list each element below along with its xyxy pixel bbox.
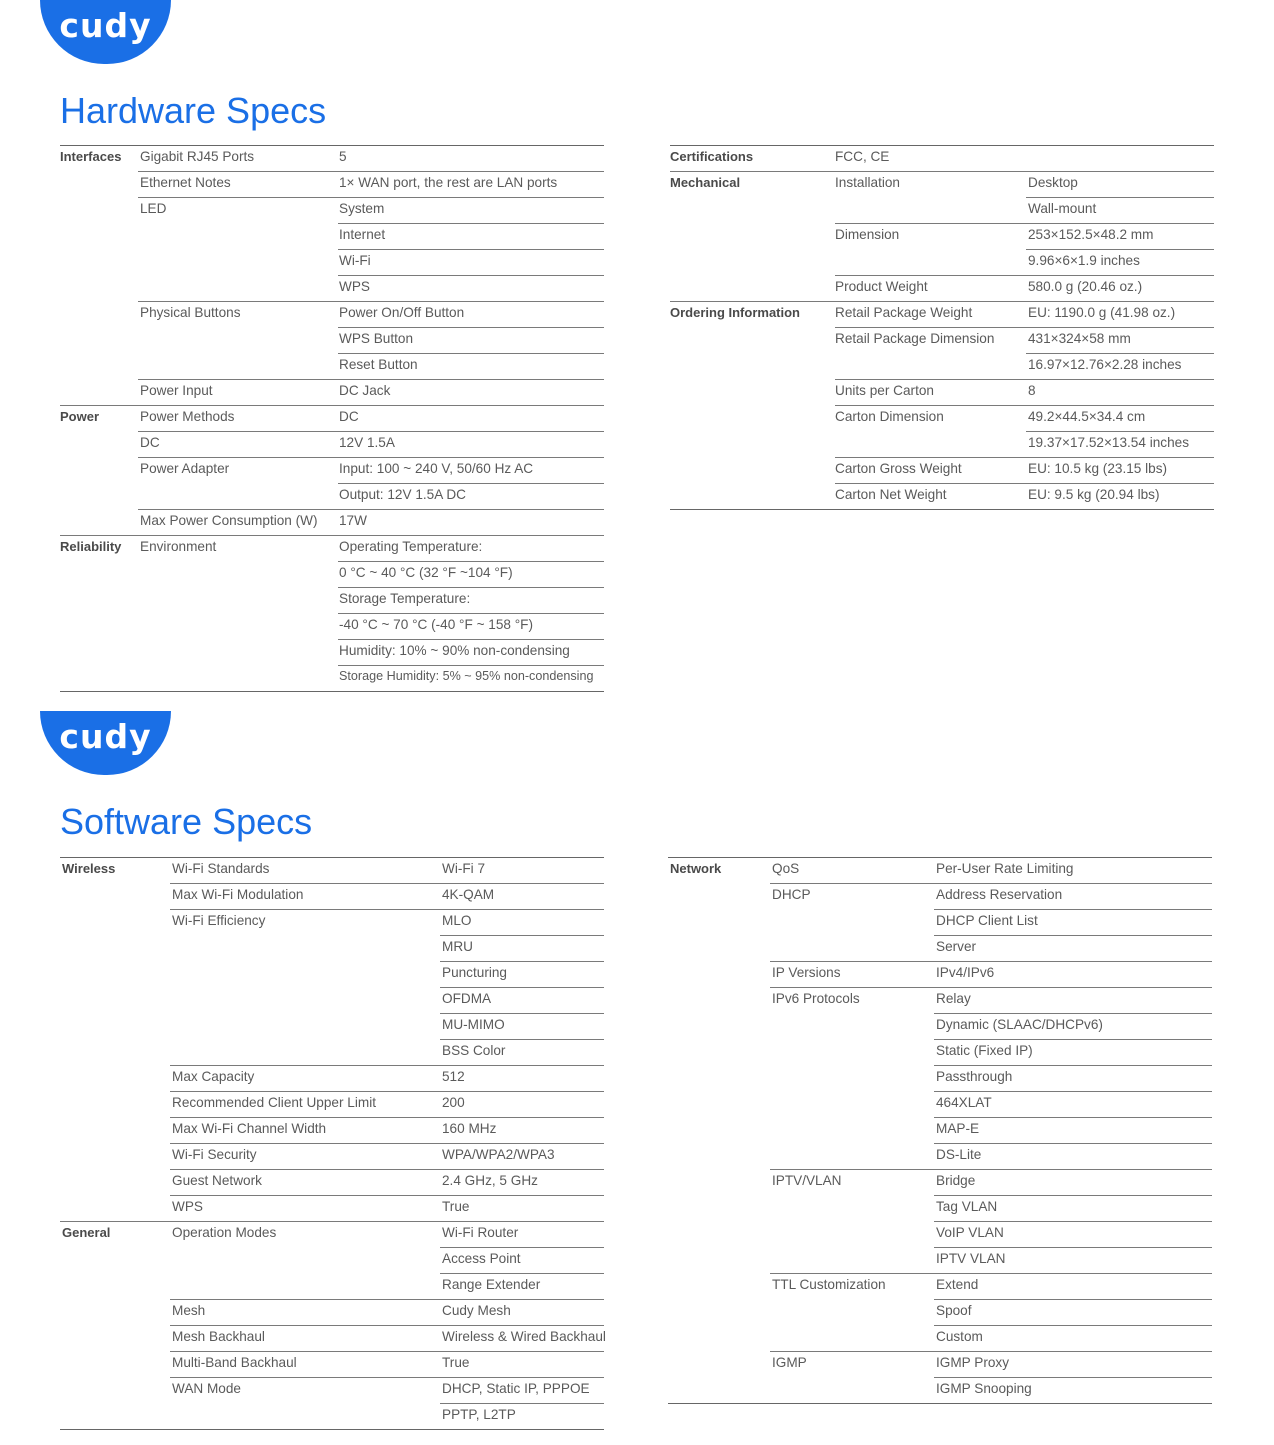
spec-value: Wi-Fi 7 [442,861,486,876]
spec-label: Recommended Client Upper Limit [172,1095,376,1110]
spec-value: Extend [936,1277,979,1292]
software-table-right [668,857,1212,1407]
spec-value: Address Reservation [936,887,1063,902]
spec-value: 160 MHz [442,1121,497,1136]
spec-row [668,857,1212,883]
spec-value: VoIP VLAN [936,1225,1004,1240]
spec-row [60,935,614,961]
hardware-table-right [670,145,1214,515]
spec-row [60,1039,614,1065]
spec-category: Certifications [670,149,754,164]
spec-value: Bridge [936,1173,976,1188]
table-bottom-rule [60,691,604,692]
spec-value: MU-MIMO [442,1017,505,1032]
spec-label: Carton Dimension [835,409,944,424]
spec-label: Carton Net Weight [835,487,947,502]
spec-row [60,857,614,883]
software-table-left [60,857,614,1427]
spec-label: Wi-Fi Security [172,1147,257,1162]
spec-row [670,353,1214,379]
spec-value: Server [936,939,977,954]
spec-row [60,509,604,535]
spec-row [668,1169,1212,1195]
spec-row [60,961,614,987]
software-title: Software Specs [60,801,313,842]
spec-category: Interfaces [60,149,122,164]
spec-value: 49.2×44.5×34.4 cm [1028,409,1146,424]
spec-row [60,275,604,301]
spec-row [60,1273,614,1299]
spec-value: IPv4/IPv6 [936,965,995,980]
spec-label: Dimension [835,227,900,242]
spec-value: True [442,1199,470,1214]
spec-row [60,353,604,379]
spec-value: Range Extender [442,1277,541,1292]
table-bottom-rule [670,509,1214,510]
spec-value: Tag VLAN [936,1199,998,1214]
spec-row [668,987,1212,1013]
spec-value: DC [339,409,359,424]
spec-value: IGMP Snooping [936,1381,1032,1396]
spec-value: Spoof [936,1303,972,1318]
spec-label: Mesh Backhaul [172,1329,265,1344]
spec-value: DHCP, Static IP, PPPOE [442,1381,590,1396]
spec-value: 464XLAT [936,1095,992,1110]
spec-row [668,935,1212,961]
spec-value: Relay [936,991,971,1006]
table-bottom-rule [668,1403,1212,1404]
spec-value: 253×152.5×48.2 mm [1028,227,1154,242]
spec-label: Max Wi-Fi Modulation [172,887,304,902]
spec-value: Custom [936,1329,983,1344]
spec-value: System [339,201,385,216]
spec-value: EU: 10.5 kg (23.15 lbs) [1028,461,1168,476]
spec-value: WPS [339,279,370,294]
spec-row [60,1377,614,1403]
spec-row [60,613,604,639]
spec-row [670,301,1214,327]
spec-label: TTL Customization [772,1277,886,1292]
spec-row [668,1273,1212,1299]
spec-category: Network [670,861,722,876]
spec-value: Cudy Mesh [442,1303,511,1318]
spec-value: 8 [1028,383,1036,398]
spec-label: Max Capacity [172,1069,255,1084]
spec-row [60,1299,614,1325]
spec-label: Operation Modes [172,1225,277,1240]
spec-value: Storage Humidity: 5% ~ 95% non-condensing [339,669,594,683]
spec-label: Product Weight [835,279,928,294]
spec-value: MRU [442,939,473,954]
spec-label: IPv6 Protocols [772,991,860,1006]
spec-value: 9.96×6×1.9 inches [1028,253,1140,268]
spec-row [668,1299,1212,1325]
spec-label: Mesh [172,1303,206,1318]
spec-label: Ethernet Notes [140,175,231,190]
spec-row [60,249,604,275]
spec-value: Operating Temperature: [339,539,483,554]
spec-value: BSS Color [442,1043,506,1058]
logo-text: cudy [59,717,152,756]
spec-row [668,1143,1212,1169]
table-bottom-rule [60,1429,604,1430]
spec-row [60,883,614,909]
spec-label: Physical Buttons [140,305,241,320]
spec-row [60,301,604,327]
spec-row [60,457,604,483]
spec-value: 12V 1.5A [339,435,395,450]
spec-label: IPTV/VLAN [772,1173,842,1188]
spec-value: 4K-QAM [442,887,495,902]
spec-row [60,145,604,171]
cudy-logo-2 [40,711,171,775]
spec-value: Wireless & Wired Backhaul [442,1329,606,1344]
spec-label: Retail Package Weight [835,305,973,320]
spec-label: Multi-Band Backhaul [172,1355,297,1370]
cudy-logo [40,0,171,64]
spec-label: WPS [172,1199,203,1214]
spec-row [60,1065,614,1091]
spec-row [60,1325,614,1351]
spec-label: Max Power Consumption (W) [140,513,318,528]
hardware-table-left [60,145,604,695]
spec-label: LED [140,201,167,216]
spec-row [668,961,1212,987]
spec-value: 0 °C ~ 40 °C (32 °F ~104 °F) [339,565,513,580]
spec-row [668,1221,1212,1247]
spec-row [60,379,604,405]
spec-value: PPTP, L2TP [442,1407,516,1422]
spec-value: Output: 12V 1.5A DC [339,487,466,502]
spec-row [668,1351,1212,1377]
spec-value: Wall-mount [1028,201,1097,216]
spec-row [670,379,1214,405]
spec-value: Internet [339,227,386,242]
spec-row [668,1039,1212,1065]
spec-row [60,171,604,197]
spec-label: IP Versions [772,965,841,980]
spec-value: 1× WAN port, the rest are LAN ports [339,175,558,190]
spec-label: Max Wi-Fi Channel Width [172,1121,327,1136]
spec-row [60,197,604,223]
spec-row [60,535,604,561]
spec-row [668,1065,1212,1091]
spec-row [670,405,1214,431]
spec-value: 580.0 g (20.46 oz.) [1028,279,1143,294]
spec-category: Mechanical [670,175,741,190]
spec-value: -40 °C ~ 70 °C (-40 °F ~ 158 °F) [339,617,534,632]
spec-row [670,145,1214,171]
hardware-title: Hardware Specs [60,90,327,131]
spec-value: Puncturing [442,965,507,980]
spec-value: Per-User Rate Limiting [936,861,1074,876]
spec-value: Reset Button [339,357,418,372]
spec-row [668,1013,1212,1039]
spec-value: MLO [442,913,472,928]
spec-value: Static (Fixed IP) [936,1043,1033,1058]
spec-row [670,197,1214,223]
spec-row [668,1325,1212,1351]
spec-label: WAN Mode [172,1381,241,1396]
spec-row [60,639,604,665]
spec-row [60,1247,614,1273]
spec-label: Guest Network [172,1173,262,1188]
spec-value: Humidity: 10% ~ 90% non-condensing [339,643,570,658]
spec-value: Access Point [442,1251,521,1266]
spec-row [60,1221,614,1247]
spec-label: QoS [772,861,800,876]
spec-label: DC [140,435,160,450]
spec-row [60,1351,614,1377]
spec-value: 431×324×58 mm [1028,331,1131,346]
spec-category: Reliability [60,539,122,554]
spec-value: 19.37×17.52×13.54 inches [1028,435,1190,450]
spec-label: FCC, CE [835,149,890,164]
spec-row [60,1169,614,1195]
spec-value: 16.97×12.76×2.28 inches [1028,357,1182,372]
spec-row [60,561,604,587]
spec-value: OFDMA [442,991,492,1006]
spec-label: Retail Package Dimension [835,331,995,346]
spec-value: True [442,1355,470,1370]
spec-row [60,987,614,1013]
spec-value: EU: 1190.0 g (41.98 oz.) [1028,305,1176,320]
spec-label: Environment [140,539,217,554]
spec-row [60,665,604,691]
spec-value: Input: 100 ~ 240 V, 50/60 Hz AC [339,461,534,476]
spec-label: Installation [835,175,900,190]
spec-row [670,431,1214,457]
spec-row [670,171,1214,197]
spec-row [60,405,604,431]
spec-row [668,1117,1212,1143]
spec-label: Wi-Fi Standards [172,861,270,876]
spec-row [60,1195,614,1221]
spec-value: WPA/WPA2/WPA3 [442,1147,555,1162]
spec-row [670,327,1214,353]
spec-row [670,457,1214,483]
spec-row [60,223,604,249]
spec-label: DHCP [772,887,811,902]
spec-value: 200 [442,1095,465,1110]
spec-row [60,1403,614,1429]
spec-row [668,1377,1212,1403]
spec-value: 2.4 GHz, 5 GHz [442,1173,538,1188]
logo-text: cudy [59,6,152,45]
spec-label: Carton Gross Weight [835,461,962,476]
spec-value: Passthrough [936,1069,1013,1084]
spec-value: WPS Button [339,331,414,346]
spec-value: 17W [339,513,367,528]
spec-value: IGMP Proxy [936,1355,1010,1370]
spec-value: DHCP Client List [936,913,1038,928]
spec-label: Power Adapter [140,461,230,476]
spec-row [60,587,604,613]
spec-label: Power Input [140,383,213,398]
spec-value: 5 [339,149,347,164]
spec-label: Gigabit RJ45 Ports [140,149,255,164]
spec-value: Wi-Fi Router [442,1225,519,1240]
spec-row [60,327,604,353]
spec-row [668,909,1212,935]
spec-row [668,883,1212,909]
spec-value: DS-Lite [936,1147,982,1162]
spec-value: Desktop [1028,175,1078,190]
spec-row [60,1143,614,1169]
spec-row [668,1247,1212,1273]
spec-label: Units per Carton [835,383,934,398]
spec-row [670,249,1214,275]
spec-label: IGMP [772,1355,807,1370]
spec-row [60,1091,614,1117]
spec-value: EU: 9.5 kg (20.94 lbs) [1028,487,1160,502]
spec-category: Power [60,409,100,424]
spec-value: IPTV VLAN [936,1251,1006,1266]
spec-row [60,1117,614,1143]
spec-category: Wireless [62,861,116,876]
spec-row [670,483,1214,509]
spec-row [60,909,614,935]
spec-value: MAP-E [936,1121,980,1136]
spec-value: DC Jack [339,383,391,398]
spec-row [60,431,604,457]
spec-value: 512 [442,1069,465,1084]
spec-row [670,223,1214,249]
spec-row [670,275,1214,301]
spec-row [668,1091,1212,1117]
spec-value: Wi-Fi [339,253,371,268]
spec-value: Storage Temperature: [339,591,471,606]
spec-label: Wi-Fi Efficiency [172,913,266,928]
spec-category: General [62,1225,111,1240]
spec-value: Dynamic (SLAAC/DHCPv6) [936,1017,1103,1032]
spec-row [60,483,604,509]
spec-row [668,1195,1212,1221]
spec-value: Power On/Off Button [339,305,465,320]
spec-label: Power Methods [140,409,235,424]
spec-category: Ordering Information [670,305,800,320]
spec-row [60,1013,614,1039]
